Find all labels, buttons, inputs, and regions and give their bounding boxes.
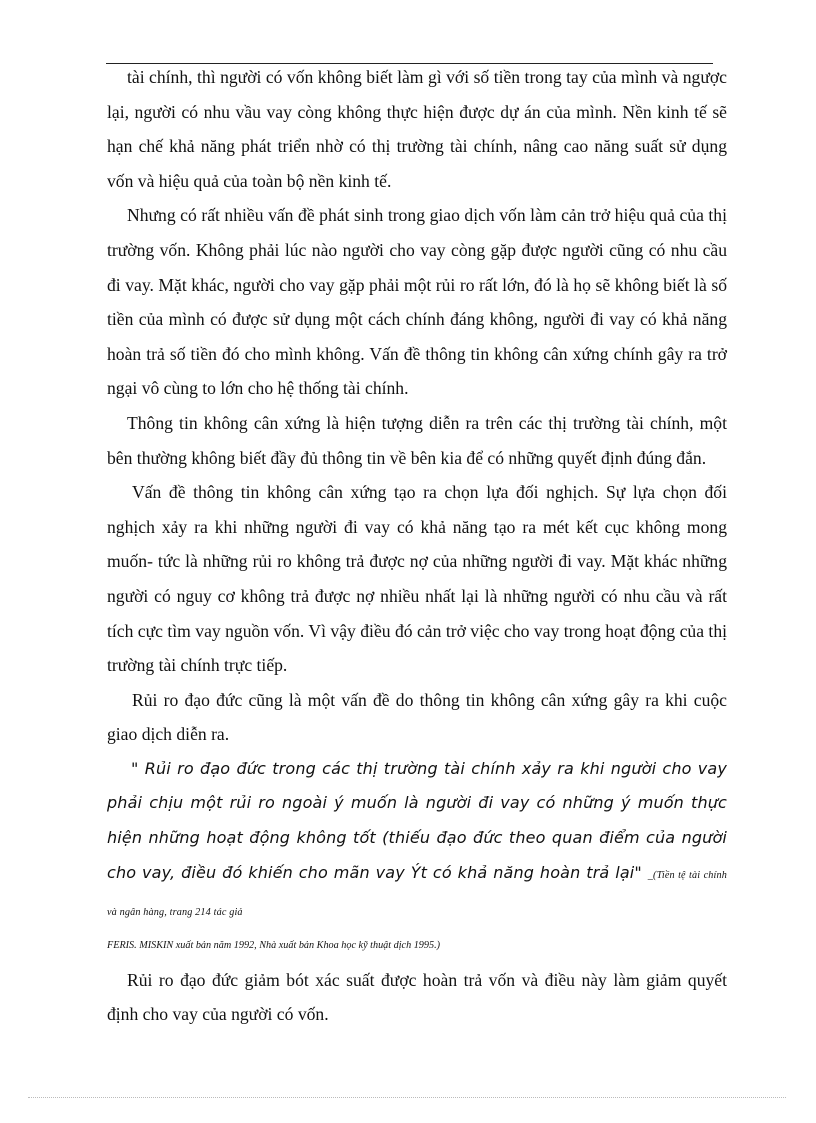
paragraph-1: tài chính, thì người có vốn không biết làm gì với số tiền trong tay của mình và ngược lại, người có nhu vầu vay còng không thực hiện được dự án của mình. Nền kinh tế sẽ hạn chế khả năng phát triển nhờ có thị trường tài chính, nâng cao năng suất sử dụng vốn và hiệu quả của toàn bộ nền kinh tế. bbox=[107, 67, 727, 191]
paragraph-5: Rủi ro đạo đức cũng là một vấn đề do thông tin không cân xứng gây ra khi cuộc giao dịch diễn ra. bbox=[107, 689, 727, 745]
paragraph-2: Nhưng có rất nhiều vấn đề phát sinh trong giao dịch vốn làm cản trở hiệu quả của thị trường vốn. Không phải lúc nào người cho vay còng gặp được người cũng có nhu cầu đi vay. Mặt khác, người cho vay gặp phải một rủi ro rất lớn, đó là họ sẽ không biết là số tiền của mình có được sử dụng một cách chính đáng không, người đi vay có khả năng hoàn trả số tiền đó cho mình không. Vấn đề thông tin không cân xứng chính gây ra trở ngại vô cùng to lớn cho hệ thống tài chính. bbox=[107, 205, 727, 399]
citation-part-2: FERIS. MISKIN xuất bản năm 1992, Nhà xuất bản Khoa học kỹ thuật dịch 1995.) bbox=[107, 939, 441, 951]
paragraph-final: Rủi ro đạo đức giảm bót xác suất được hoàn trả vốn và điều này làm giảm quyết định cho vay của người có vốn. bbox=[107, 969, 727, 1025]
paragraph-3: Thông tin không cân xứng là hiện tượng diễn ra trên các thị trường tài chính, một bên thường không biết đầy đủ thông tin về bên kia để có những quyết định đúng đắn. bbox=[107, 412, 727, 468]
paragraph-4: Vấn đề thông tin không cân xứng tạo ra chọn lựa đối nghịch. Sự lựa chọn đối nghịch xảy ra khi những người đi vay có khả năng tạo ra mét kết cục không mong muốn- tức là những rủi ro không trả được nợ của những người đi vay. Mặt khác những người có nguy cơ không trả được nợ nhiều nhất lại là những người có nhu cầu và rất tích cực tìm vay nguồn vốn. Vì vậy điều đó cản trở việc cho vay trong hoạt động của thị trường tài chính trực tiếp. bbox=[107, 482, 727, 676]
quote-text: " Rủi ro đạo đức trong các thị trường tài chính xảy ra khi người cho vay phải chịu một rủi ro ngoài ý muốn là người đi vay có những ý muốn thực hiện những hoạt động không tốt (thiếu đạo đức theo quan điểm của người cho vay, điều đó khiến cho mãn vay Ýt có khả năng hoàn trả lại" bbox=[107, 758, 727, 882]
citation-part-1: _(Tiền tệ tài chính và ngân hàng, trang 214 tác giả bbox=[107, 869, 727, 919]
footer-rule bbox=[28, 1097, 786, 1098]
block-quote bbox=[107, 752, 727, 931]
document-page bbox=[107, 60, 727, 1032]
